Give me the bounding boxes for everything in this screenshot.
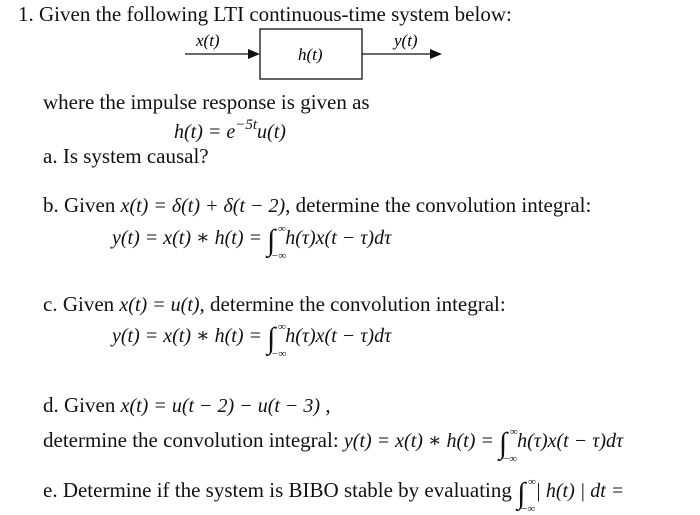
integral-lower-limit: −∞ (270, 250, 287, 262)
integral-sign: ∫ ∞ −∞ (498, 426, 518, 465)
output-label: y(t) (394, 31, 418, 50)
box-label: h(t) (298, 45, 323, 64)
output-arrowhead (430, 49, 442, 59)
input-arrowhead (248, 49, 260, 59)
impulse-equation (174, 117, 286, 144)
part-b-integrand: h(τ)x(t − τ)dτ (285, 227, 392, 249)
part-c-prefix: c. Given (43, 292, 120, 316)
part-e-integrand: | h(t) | dt = (535, 480, 625, 502)
part-e-question (43, 476, 625, 515)
part-d-line2-text: determine the convolution integral: (43, 428, 344, 452)
integral-lower-limit: −∞ (270, 348, 287, 360)
part-d-line2 (43, 426, 624, 465)
part-b-question (43, 193, 591, 218)
integral-sign: ∫ ∞ −∞ (517, 476, 536, 515)
impulse-lhs: h(t) = e (174, 121, 236, 143)
part-b-equation (112, 223, 392, 262)
impulse-exponent: −5t (235, 117, 258, 133)
integral-upper-limit: ∞ (509, 426, 518, 438)
part-d-given: x(t) = u(t − 2) − u(t − 3) (120, 395, 321, 417)
part-b-given: x(t) = δ(t) + δ(t − 2) (120, 195, 286, 217)
problem-heading: 1. Given the following LTI continuous-time system below: (18, 2, 512, 26)
integral-upper-limit: ∞ (528, 476, 536, 488)
integral-lower-limit: −∞ (502, 453, 517, 465)
part-d-eq-lhs: y(t) = x(t) ∗ h(t) = (343, 430, 499, 452)
part-d-question (43, 393, 331, 418)
part-a-question: a. Is system causal? (43, 144, 209, 168)
part-e-text: e. Determine if the system is BIBO stable by evaluating (43, 478, 518, 502)
part-d-prefix: d. Given (43, 393, 121, 417)
part-c-given: x(t) = u(t) (119, 294, 200, 316)
impulse-rhs: u(t) (257, 121, 286, 143)
input-label: x(t) (196, 31, 220, 50)
part-b-eq-lhs: y(t) = x(t) ∗ h(t) = (112, 227, 267, 249)
part-c-integrand: h(τ)x(t − τ)dτ (285, 325, 392, 347)
system-block-diagram (180, 28, 450, 84)
part-c-eq-lhs: y(t) = x(t) ∗ h(t) = (112, 325, 267, 347)
integral-sign: ∫ ∞ −∞ (266, 223, 287, 262)
impulse-intro: where the impulse response is given as (43, 90, 370, 114)
integral-lower-limit: −∞ (521, 503, 536, 515)
part-b-prefix: b. Given (43, 193, 121, 217)
integral-upper-limit: ∞ (277, 223, 286, 235)
part-c-question (43, 292, 506, 317)
part-c-suffix: , determine the convolution integral: (199, 292, 506, 316)
part-c-equation (112, 321, 392, 360)
part-d-integrand: h(τ)x(t − τ)dτ (517, 430, 624, 452)
part-b-suffix: , determine the convolution integral: (285, 193, 592, 217)
part-d-suffix: , (320, 393, 331, 417)
integral-sign: ∫ ∞ −∞ (266, 321, 287, 360)
integral-upper-limit: ∞ (277, 321, 286, 333)
